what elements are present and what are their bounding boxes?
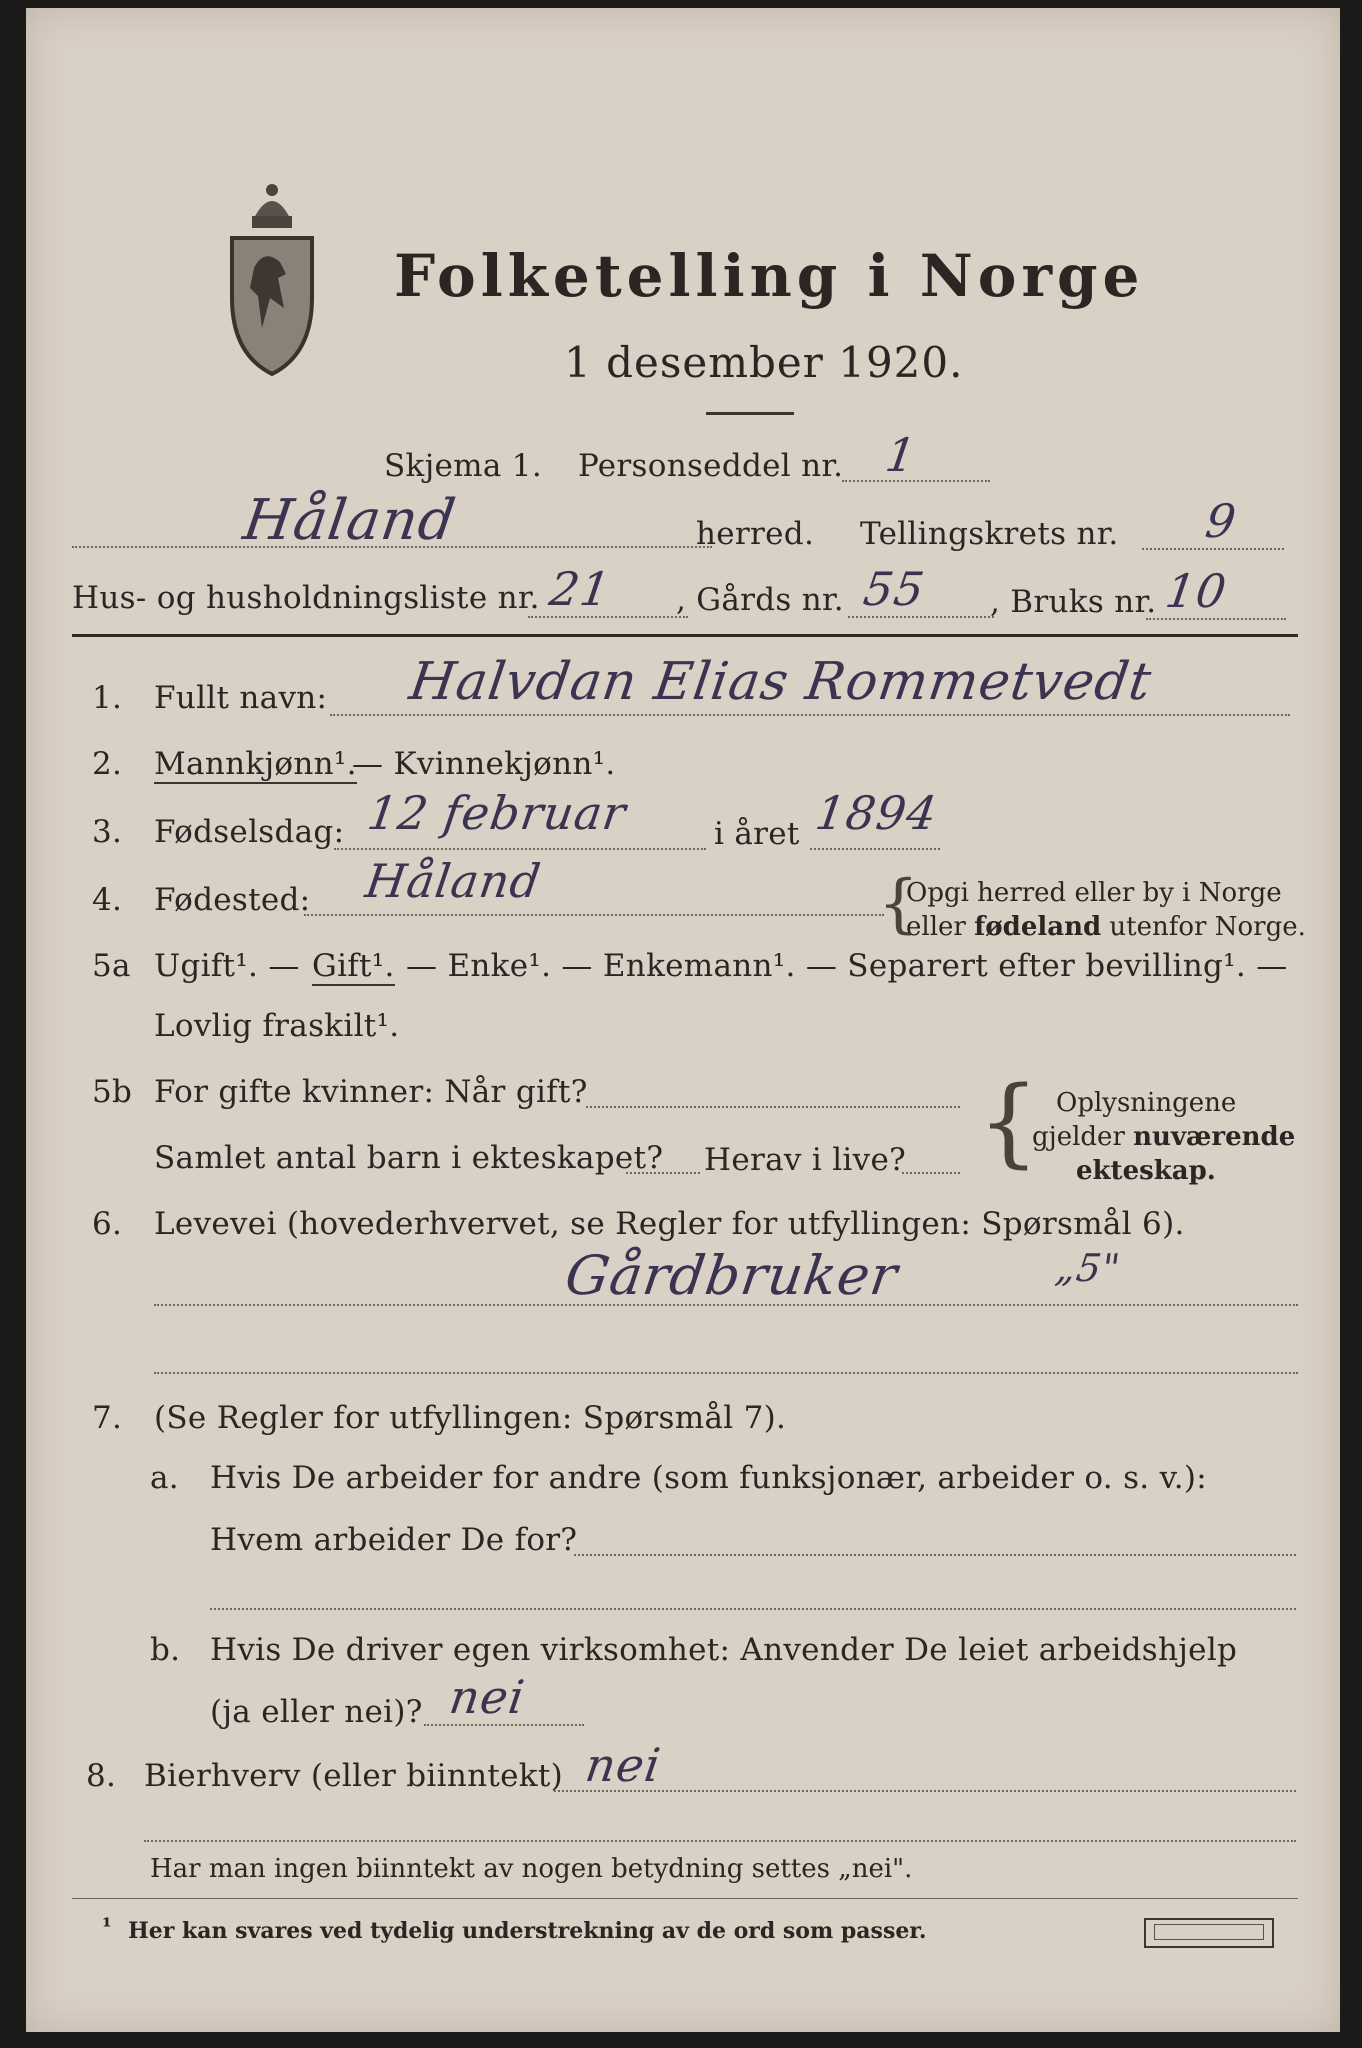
q6-number: 6. xyxy=(92,1206,123,1242)
bruks-label: , Bruks nr. xyxy=(990,584,1157,620)
header-divider xyxy=(72,634,1298,637)
q7a-letter: a. xyxy=(150,1460,179,1496)
tellingskrets-value: 9 xyxy=(1202,494,1241,548)
occupation-code-mark: „5" xyxy=(1052,1246,1124,1290)
form-title: Folketelling i Norge xyxy=(394,242,1145,310)
q5b-number: 5b xyxy=(92,1074,133,1110)
coat-of-arms-icon xyxy=(224,178,320,378)
footnote-text: Her kan svares ved tydelig understrekning av de ord som passer. xyxy=(128,1918,927,1944)
q5b-line2a: Samlet antal barn i ekteskapet? xyxy=(154,1140,664,1176)
herred-value: Håland xyxy=(239,488,461,553)
income-note: Har man ingen biinntekt av nogen betydning settes „nei". xyxy=(150,1854,913,1884)
q5b-line1: For gifte kvinner: Når gift? xyxy=(154,1074,588,1110)
q4-note-line1: Opgi herred eller by i Norge xyxy=(906,878,1282,908)
q1-number: 1. xyxy=(92,680,123,716)
q5b-note-brace: { xyxy=(978,1066,1040,1178)
q5b-note-line2: gjelder nuværende xyxy=(1032,1122,1296,1152)
birthdate-value: 12 februar xyxy=(364,786,630,840)
divorced-option: Lovlig fraskilt¹. xyxy=(154,1008,400,1044)
q7b-letter: b. xyxy=(150,1632,181,1668)
birthplace-value: Håland xyxy=(362,854,545,908)
q4-note-line2: eller fødeland utenfor Norge. xyxy=(906,912,1306,942)
q5a-number: 5a xyxy=(92,948,131,984)
q3-number: 3. xyxy=(92,814,123,850)
full-name-value: Halvdan Elias Rommetvedt xyxy=(405,652,1156,712)
printer-stamp xyxy=(1144,1918,1274,1948)
q7b-line2: (ja eller nei)? xyxy=(210,1694,423,1730)
q2-number: 2. xyxy=(92,746,123,782)
gards-value: 55 xyxy=(860,562,929,616)
birthyear-value: 1894 xyxy=(812,786,941,840)
title-divider xyxy=(706,412,794,415)
side-income-value: nei xyxy=(582,1738,665,1792)
q3-label: Fødselsdag: xyxy=(154,814,345,850)
q4-note-brace: { xyxy=(878,867,919,941)
husliste-label: Hus- og husholdningsliste nr. xyxy=(72,580,540,616)
footer-divider xyxy=(72,1898,1298,1899)
q7-label: (Se Regler for utfyllingen: Spørsmål 7). xyxy=(154,1400,787,1436)
personseddel-label: Personseddel nr. xyxy=(578,448,844,484)
q4-label: Fødested: xyxy=(154,882,311,918)
q4-number: 4. xyxy=(92,882,123,918)
married-option: Gift¹. xyxy=(312,948,395,984)
marital-other-options: — Enke¹. — Enkemann¹. — Separert efter bevilling¹. — xyxy=(406,948,1288,984)
herred-label: herred. xyxy=(696,516,815,552)
q8-number: 8. xyxy=(86,1758,117,1794)
q1-label: Fullt navn: xyxy=(154,680,328,716)
census-date: 1 desember 1920. xyxy=(564,338,964,387)
q6-label: Levevei (hovederhvervet, se Regler for utfyllingen: Spørsmål 6). xyxy=(154,1206,1185,1242)
q8-label: Bierhverv (eller biinntekt) xyxy=(144,1758,564,1794)
q7a-line1: Hvis De arbeider for andre (som funksjonær, arbeider o. s. v.): xyxy=(210,1460,1208,1496)
q5b-note-line1: Oplysningene xyxy=(1056,1088,1237,1118)
bruks-value: 10 xyxy=(1162,564,1231,618)
skjema-label: Skjema 1. xyxy=(384,448,542,484)
hired-help-value: nei xyxy=(446,1670,529,1724)
q5b-line2b: Herav i live? xyxy=(704,1142,907,1178)
male-option: Mannkjønn¹. xyxy=(154,746,357,782)
gards-label: , Gårds nr. xyxy=(676,582,844,618)
personseddel-value: 1 xyxy=(882,428,921,482)
female-option: — Kvinnekjønn¹. xyxy=(352,746,616,782)
occupation-value: Gårdbruker xyxy=(561,1244,902,1307)
husliste-value: 21 xyxy=(546,562,615,616)
year-label: i året xyxy=(714,816,800,852)
census-form xyxy=(26,8,1340,2032)
footnote-mark: ¹ xyxy=(102,1914,112,1940)
q7a-line2: Hvem arbeider De for? xyxy=(210,1522,578,1558)
tellingskrets-label: Tellingskrets nr. xyxy=(860,516,1119,552)
q7-number: 7. xyxy=(92,1400,123,1436)
unmarried-option: Ugift¹. — xyxy=(154,948,300,984)
q5b-note-line3: ekteskap. xyxy=(1076,1156,1216,1186)
q7b-line1: Hvis De driver egen virksomhet: Anvender De leiet arbeidshjelp xyxy=(210,1632,1238,1668)
